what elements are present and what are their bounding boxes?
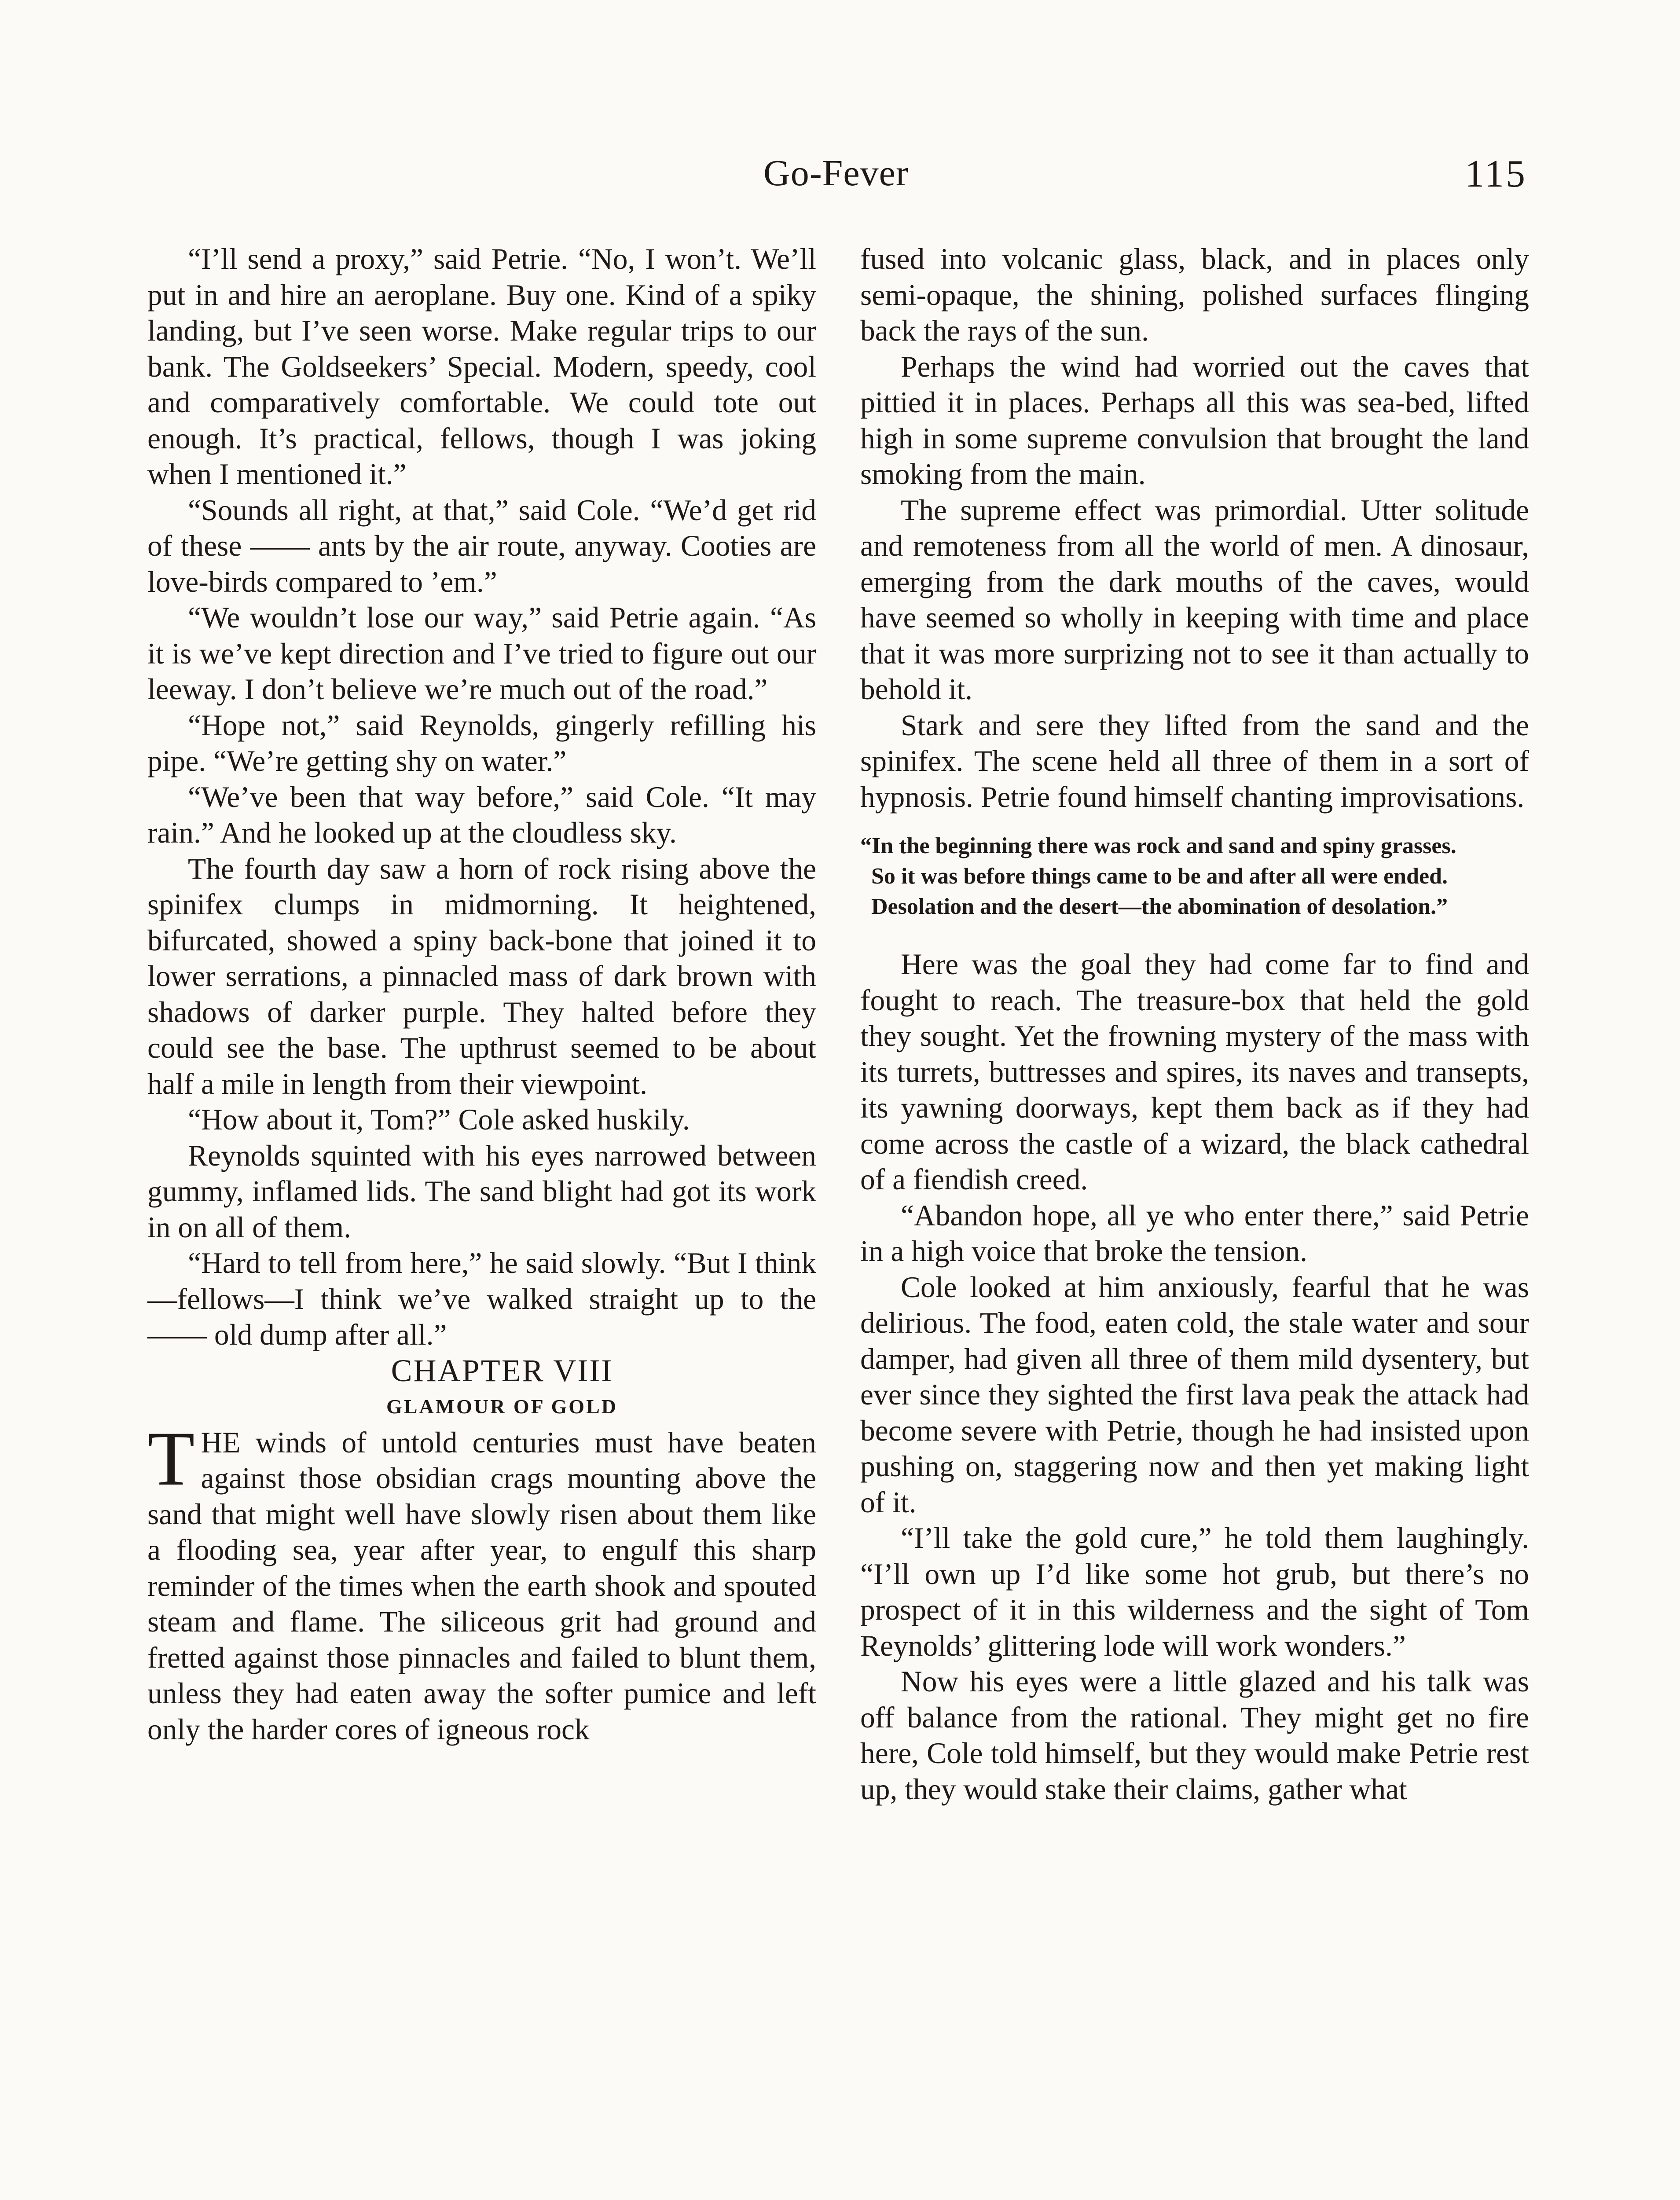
paragraph: “How about it, Tom?” Cole asked huskily.: [188, 1103, 690, 1136]
verse-line: So it was before things came to be and after all were ended.: [871, 864, 1448, 889]
paragraph: “I’ll send a proxy,” said Petrie. “No, I won’t. We’ll put in and hire an aeroplane. Buy one. Kind of a spiky landing, but I’ve seen worse. Make regular trips to our bank. The Goldseekers’ Special. Modern, speedy, cool and comparatively comfortable. We could tote out enough. It’s practical, fellows, though I was joking when I mentioned it.”: [147, 242, 816, 491]
drop-cap: T: [147, 1415, 195, 1502]
page-header: [145, 152, 1527, 205]
paragraph: “Sounds all right, at that,” said Cole. “We’d get rid of these —— ants by the air route, anyway. Cooties are love-birds compared to ’em.”: [147, 493, 816, 598]
left-column: [147, 241, 816, 1747]
paragraph: Cole looked at him anxiously, fearful that he was delirious. The food, eaten cold, the stale water and sour damper, had given all three of them mild dysentery, but ever since they sighted the first lava peak the attack had become severe with Petrie, though he had insisted upon pushing on, staggering now and then yet making light of it.: [860, 1270, 1529, 1519]
paragraph: Here was the goal they had come far to find and fought to reach. The treasure-box that held the gold they sought. Yet the frowning mystery of the mass with its turrets, buttresses and spires, its naves and transepts, its yawning doorways, kept them back as if they had come across the castle of a wizard, the black cathedral of a fiendish creed.: [860, 948, 1529, 1196]
verse-block: [860, 832, 1529, 920]
paragraph: “I’ll take the gold cure,” he told them laughingly. “I’ll own up I’d like some hot grub, but there’s no prospect of it in this wilderness and the sight of Tom Reynolds’ glittering lode will work wonders.”: [860, 1522, 1529, 1662]
paragraph: fused into volcanic glass, black, and in places only semi-opaque, the shining, polished surfaces flinging back the rays of the sun.: [860, 242, 1529, 347]
paragraph: The fourth day saw a horn of rock rising above the spinifex clumps in midmorning. It heightened, bifurcated, showed a spiny back-bone that joined it to lower serrations, a pinnacled mass of dark brown with shadows of darker purple. They halted before they could see the base. The upthrust seemed to be about half a mile in length from their viewpoint.: [147, 852, 816, 1100]
paragraph: “Hard to tell from here,” he said slowly. “But I think—fellows—I think we’ve walked straight up to the —— old dump after all.”: [147, 1247, 816, 1351]
paragraph: “Hope not,” said Reynolds, gingerly refilling his pipe. “We’re getting shy on water.”: [147, 708, 816, 777]
paragraph: “Abandon hope, all ye who enter there,” said Petrie in a high voice that broke the tension.: [860, 1199, 1529, 1268]
paragraph: “We wouldn’t lose our way,” said Petrie again. “As it is we’ve kept direction and I’ve tried to figure out our leeway. I don’t believe we’re much out of the road.”: [147, 601, 816, 706]
page-number: 115: [1465, 153, 1527, 195]
paragraph: The supreme effect was primordial. Utter solitude and remoteness from all the world of men. A dinosaur, emerging from the dark mouths of the caves, would have seemed so wholly in keeping with time and place that it was more surprizing not to see it than actually to behold it.: [860, 493, 1529, 706]
paragraph: Reynolds squinted with his eyes narrowed between gummy, inflamed lids. The sand blight had got its work in on all of them.: [147, 1139, 816, 1244]
chapter-title: CHAPTER VIII: [391, 1353, 613, 1388]
right-column: [860, 241, 1529, 1807]
chapter-opening-paragraph: [147, 1415, 816, 1748]
chapter-subtitle: GLAMOUR OF GOLD: [386, 1395, 618, 1418]
paragraph: “We’ve been that way before,” said Cole. “It may rain.” And he looked up at the cloudless sky.: [147, 780, 816, 849]
verse-line: Desolation and the desert—the abomination of desolation.”: [871, 894, 1448, 919]
running-title: Go-Fever: [763, 153, 909, 194]
chapter-opening-text: HE winds of untold centuries must have beaten against those obsidian crags mounting above the sand that might well have slowly risen about them like a flooding sea, year after year, to engulf this sharp reminder of the times when the earth shook and spouted steam and flame. The siliceous grit had ground and fretted against those pinnacles and failed to blunt them, unless they had eaten away the softer pumice and left only the harder cores of igneous rock: [147, 1426, 816, 1746]
verse-line: “In the beginning there was rock and sand and spiny grasses.: [860, 833, 1456, 858]
paragraph: Perhaps the wind had worried out the caves that pittied it in places. Perhaps all this was sea-bed, lifted high in some supreme convulsion that brought the land smoking from the main.: [860, 350, 1529, 491]
paragraph: Stark and sere they lifted from the sand and the spinifex. The scene held all three of them in a sort of hypnosis. Petrie found himself chanting improvisations.: [860, 708, 1529, 814]
paragraph: Now his eyes were a little glazed and his talk was off balance from the rational. They might get no fire here, Cole told himself, but they would make Petrie rest up, they would stake their claims, gather what: [860, 1665, 1529, 1806]
